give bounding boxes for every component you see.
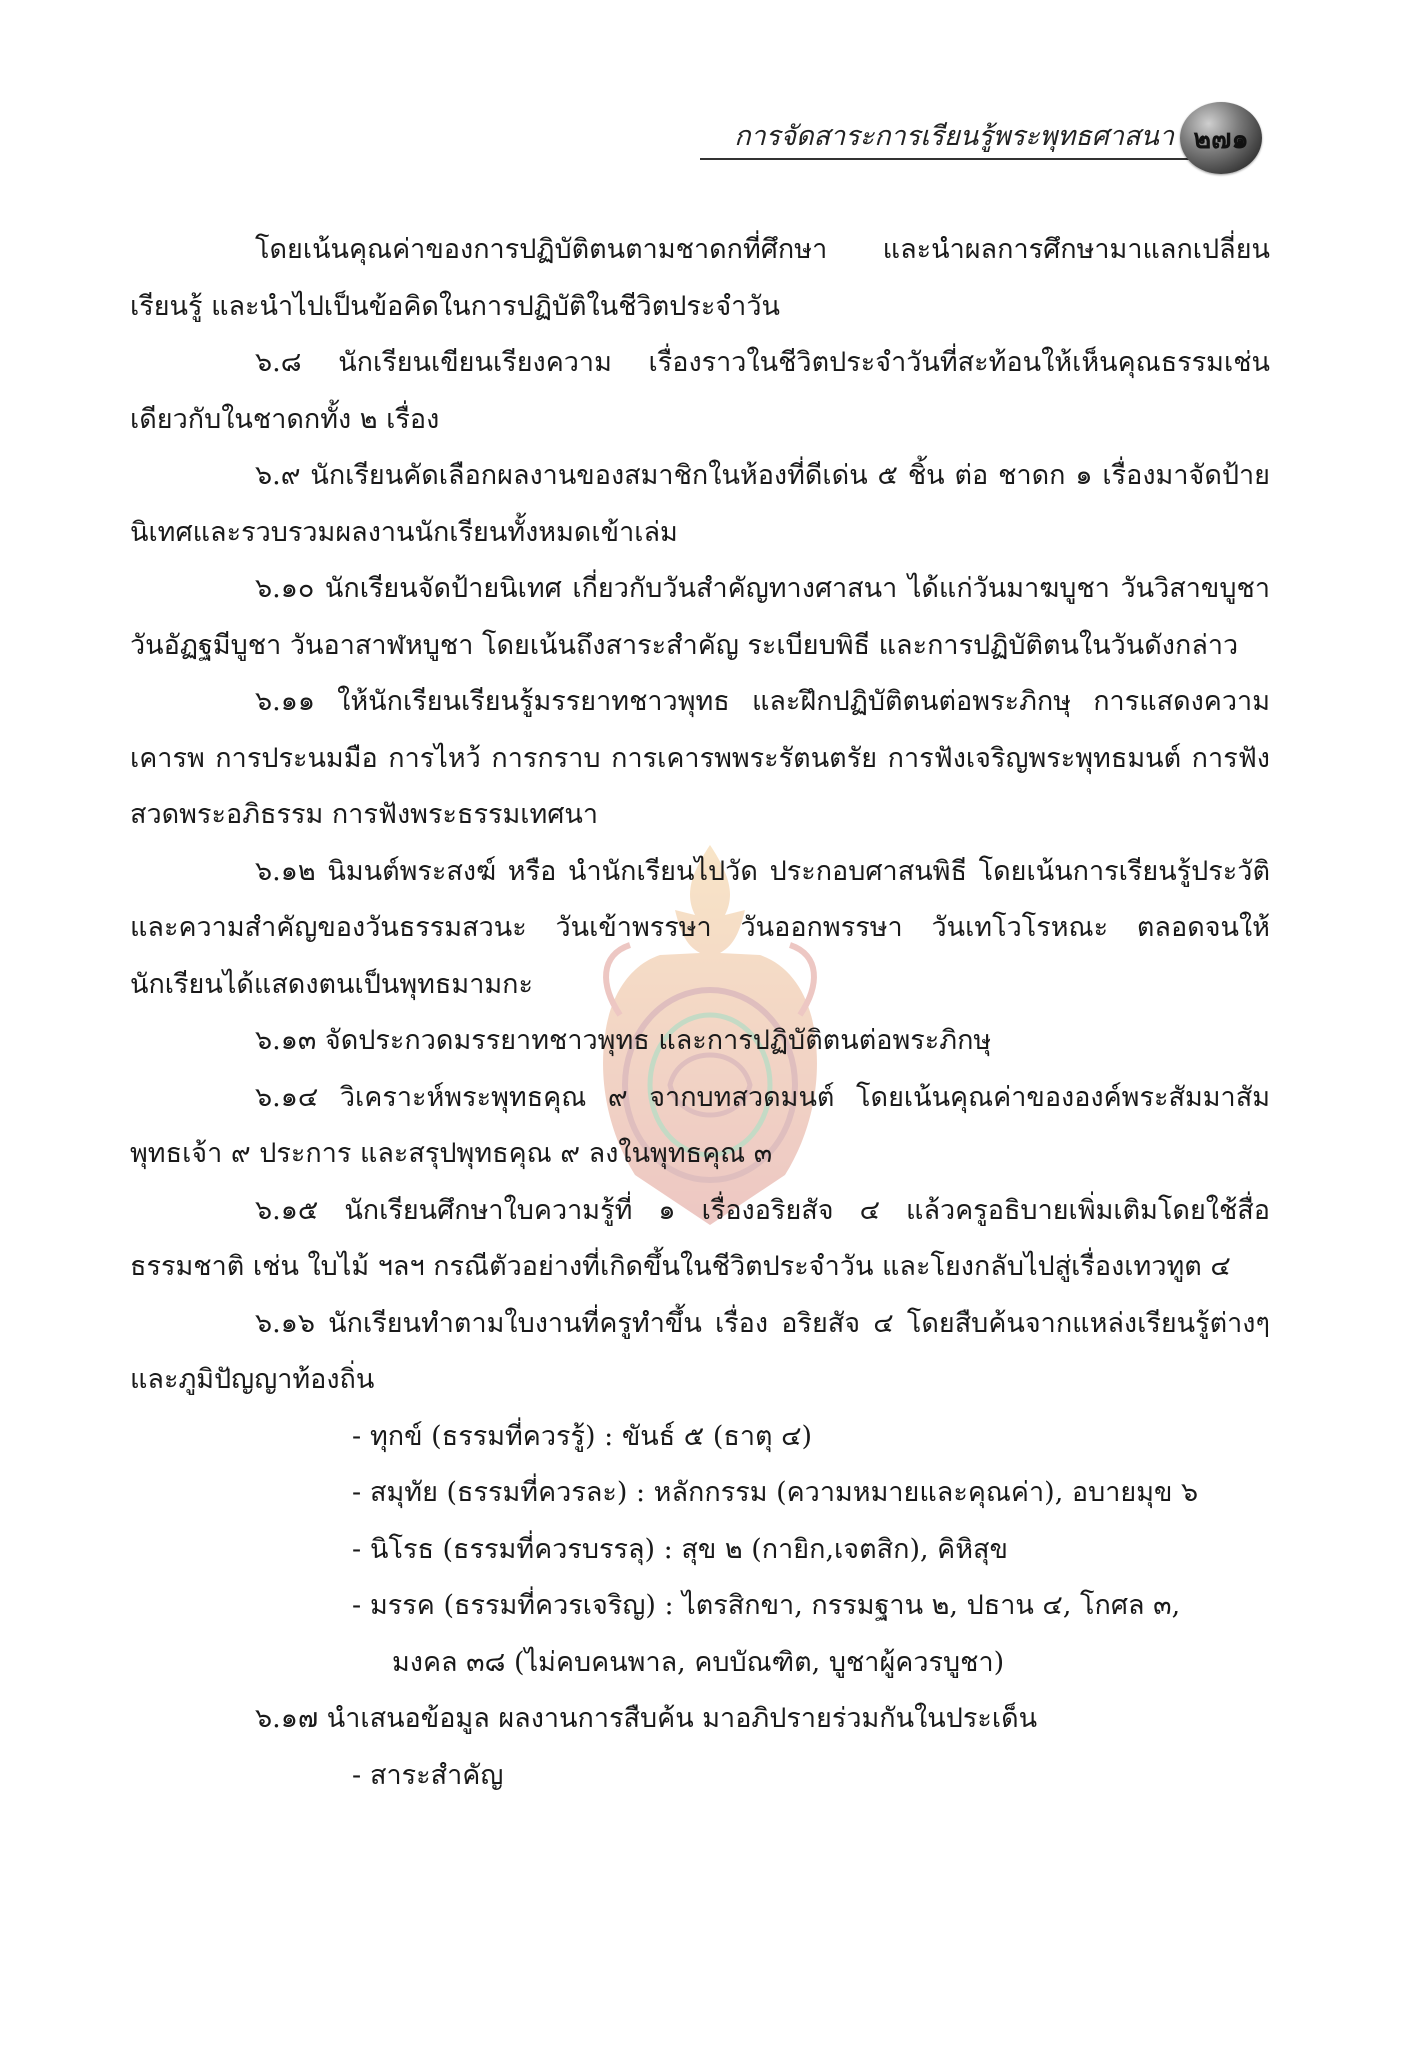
list-item (130, 1748, 1270, 1805)
list-dash: - (352, 1759, 362, 1791)
list-item-text: สมุทัย (ธรรมที่ควรละ) : หลักกรรม (ความหมายและคุณค่า), อบายมุข ๖ (370, 1477, 1199, 1508)
discussion-topics-list (130, 1748, 1270, 1805)
header-rule (700, 158, 1189, 160)
list-dash: - (352, 1533, 362, 1565)
paragraph: ๖.๘ นักเรียนเขียนเรียงความ เรื่องราวในชีวิตประจำวันที่สะท้อนให้เห็นคุณธรรมเช่นเดียวกับในชาดกทั้ง ๒ เรื่อง (130, 347, 1270, 435)
paragraph: ๖.๑๔ วิเคราะห์พระพุทธคุณ ๙ จากบทสวดมนต์ โดยเน้นคุณค่าขององค์พระสัมมาสัมพุทธเจ้า ๙ ประการ และสรุปพุทธคุณ ๙ ลงในพุทธคุณ ๓ (130, 1081, 1270, 1169)
list-item (130, 1578, 1270, 1635)
four-noble-truths-list (130, 1409, 1270, 1692)
list-dash: - (352, 1477, 362, 1508)
list-item (130, 1465, 1270, 1522)
paragraph: ๖.๑๖ นักเรียนทำตามใบงานที่ครูทำขึ้น เรื่อง อริยสัจ ๔ โดยสืบค้นจากแหล่งเรียนรู้ต่างๆ และภูมิปัญญาท้องถิ่น (130, 1307, 1270, 1395)
page-header (0, 100, 1414, 180)
list-item-text: นิโรธ (ธรรมที่ควรบรรลุ) : สุข ๒ (กายิก,เจตสิก), คิหิสุข (370, 1533, 1008, 1565)
list-item-text: มรรค (ธรรมที่ควรเจริญ) : ไตรสิกขา, กรรมฐาน ๒, ปธาน ๔, โกศล ๓, (370, 1590, 1181, 1621)
list-dash: - (352, 1590, 362, 1621)
paragraph: ๖.๑๓ จัดประกวดมรรยาทชาวพุทธ และการปฏิบัติตนต่อพระภิกษุ (255, 1025, 992, 1056)
paragraph: โดยเน้นคุณค่าของการปฏิบัติตนตามชาดกที่ศึกษา และนำผลการศึกษามาแลกเปลี่ยนเรียนรู้ และนำไปเป็นข้อคิดในการปฏิบัติในชีวิตประจำวัน (130, 234, 1270, 322)
paragraph: ๖.๑๐ นักเรียนจัดป้ายนิเทศ เกี่ยวกับวันสำคัญทางศาสนา ได้แก่วันมาฆบูชา วันวิสาขบูชา วันอัฏฐมีบูชา วันอาสาฬหบูชา โดยเน้นถึงสาระสำคัญ ระเบียบพิธี และการปฏิบัติตนในวันดังกล่าว (130, 573, 1270, 661)
list-item-text: สาระสำคัญ (370, 1759, 504, 1791)
list-item (130, 1522, 1270, 1579)
page-number-badge (1180, 102, 1262, 174)
paragraph: ๖.๑๑ ให้นักเรียนเรียนรู้มรรยาทชาวพุทธ และฝึกปฏิบัติตนต่อพระภิกษุ การแสดงความเคารพ การประนมมือ การไหว้ การกราบ การเคารพพระรัตนตรัย การฟังเจริญพระพุทธมนต์ การฟังสวดพระอภิธรรม การฟังพระธรรมเทศนา (130, 686, 1270, 830)
list-item-text: ทุกข์ (ธรรมที่ควรรู้) : ขันธ์ ๕ (ธาตุ ๔) (370, 1420, 813, 1452)
list-item-continuation: มงคล ๓๘ (ไม่คบคนพาล, คบบัณฑิต, บูชาผู้ควรบูชา) (392, 1646, 1005, 1678)
paragraph: ๖.๙ นักเรียนคัดเลือกผลงานของสมาชิกในห้องที่ดีเด่น ๕ ชิ้น ต่อ ชาดก ๑ เรื่องมาจัดป้ายนิเทศและรวบรวมผลงานนักเรียนทั้งหมดเข้าเล่ม (130, 460, 1270, 548)
page-number: ๒๗๑ (1193, 123, 1249, 155)
running-title: การจัดสาระการเรียนรู้พระพุทธศาสนา (734, 121, 1174, 152)
page-body (130, 222, 1270, 1804)
paragraph: ๖.๑๒ นิมนต์พระสงฆ์ หรือ นำนักเรียนไปวัด ประกอบศาสนพิธี โดยเน้นการเรียนรู้ประวัติ และความสำคัญของวันธรรมสวนะ วันเข้าพรรษา วันออกพรรษา วันเทโวโรหณะ ตลอดจนให้นักเรียนได้แสดงตนเป็นพุทธมามกะ (130, 855, 1270, 1000)
paragraph: ๖.๑๕ นักเรียนศึกษาใบความรู้ที่ ๑ เรื่องอริยสัจ ๔ แล้วครูอธิบายเพิ่มเติมโดยใช้สื่อธรรมชาติ เช่น ใบไม้ ฯลฯ กรณีตัวอย่างที่เกิดขึ้นในชีวิตประจำวัน และโยงกลับไปสู่เรื่องเทวทูต ๔ (130, 1194, 1270, 1282)
list-item (130, 1409, 1270, 1466)
paragraph: ๖.๑๗ นำเสนอข้อมูล ผลงานการสืบค้น มาอภิปรายร่วมกันในประเด็น (255, 1703, 1038, 1734)
list-dash: - (352, 1420, 362, 1452)
